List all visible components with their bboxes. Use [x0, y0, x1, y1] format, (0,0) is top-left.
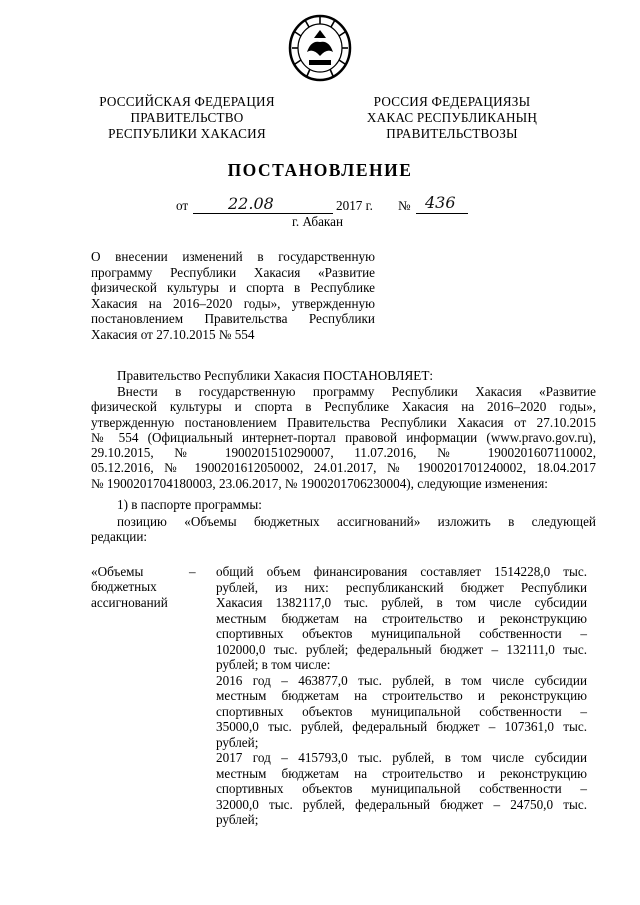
header-left-line: РЕСПУБЛИКИ ХАКАСИЯ: [108, 126, 266, 141]
subject-line: физической культуры и спорта в Республике: [91, 280, 375, 296]
header-right-line: ХАКАС РЕСПУБЛИКАНЫҢ: [366, 110, 538, 125]
table-line: спортивных объектов муниципальной собственности –: [216, 703, 587, 719]
number-sign: №: [398, 198, 411, 213]
table-label-cell: [91, 564, 191, 610]
table-line: рублей;: [216, 734, 259, 750]
subject-line: постановлением Правительства Республики: [91, 311, 375, 327]
date-year: 2017 г.: [336, 198, 373, 213]
table-line: 32000,0 тыс. рублей, федеральный бюджет – 24750,0 тыс.: [216, 796, 587, 812]
label-line: ассигнований: [91, 594, 168, 610]
subject-line: Хакасия на 2016–2020 годы», утвержденную: [91, 295, 375, 311]
handwritten-date: 22.08: [228, 194, 274, 213]
table-line: рублей;: [216, 812, 259, 827]
date-prefix: от: [176, 198, 189, 213]
header-left-line: ПРАВИТЕЛЬСТВО: [130, 110, 244, 125]
table-line: рублей, из них: республиканский бюджет Республики: [216, 579, 587, 595]
paragraph-line: физической культуры и спорта в Республике Хакасия на 2016–2020 годы»,: [91, 399, 596, 415]
header-right-line: РОССИЯ ФЕДЕРАЦИЯЗЫ: [373, 94, 531, 109]
table-line: 102000,0 тыс. рублей; федеральный бюджет – 132111,0 тыс.: [216, 641, 587, 657]
main-paragraph: [91, 384, 596, 491]
paragraph-line: 29.10.2015, № 1900201510290007, 11.07.2016, № 1900201607110002,: [91, 445, 596, 461]
number-underline: [416, 213, 468, 214]
table-line: Хакасия 1382117,0 тыс. рублей, в том числе субсидии: [216, 595, 587, 610]
header-left-line: РОССИЙСКАЯ ФЕДЕРАЦИЯ: [99, 94, 275, 109]
table-line: местным бюджетам на строительство и реконструкцию: [216, 765, 587, 781]
paragraph-line: 05.12.2016, № 1900201612050002, 24.01.2017, № 1900201701240002, 18.04.2017: [91, 460, 596, 476]
coat-of-arms-emblem: [287, 12, 353, 82]
header-right-line: ПРАВИТЕЛЬСТВОЗЫ: [386, 126, 518, 141]
table-line: рублей; в том числе:: [216, 657, 331, 672]
item-line: 1) в паспорте программы:: [117, 497, 262, 512]
paragraph-line: № 554 (Официальный интернет-портал правовой информации (www.pravo.gov.ru),: [91, 429, 596, 445]
subject-block: [91, 249, 375, 343]
table-line: местным бюджетам на строительство и реконструкцию: [216, 610, 587, 626]
label-line: бюджетных: [91, 579, 157, 595]
table-text-cell: [216, 564, 587, 828]
table-line: спортивных объектов муниципальной собственности –: [216, 626, 587, 641]
decree-line-block: [91, 368, 596, 383]
header-left-block: [72, 94, 302, 142]
position-line: позицию «Объемы бюджетных ассигнований» изложить в следующей: [117, 514, 596, 529]
table-dash: –: [189, 564, 196, 579]
decree-line: Правительство Республики Хакасия ПОСТАНОВЛЯЕТ:: [117, 368, 434, 383]
subject-line: Хакасия от 27.10.2015 № 554: [91, 326, 255, 342]
table-line: общий объем финансирования составляет 1514228,0 тыс.: [216, 564, 587, 579]
table-line: местным бюджетам на строительство и реконструкцию: [216, 688, 587, 703]
subject-line: программу Республики Хакасия «Развитие: [91, 264, 375, 280]
table-line: 2016 год – 463877,0 тыс. рублей, в том числе субсидии: [216, 672, 587, 688]
city: г. Абакан: [292, 214, 344, 229]
item-1: [91, 497, 596, 512]
handwritten-number: 436: [425, 193, 456, 212]
position-line: редакции:: [91, 529, 148, 545]
paragraph-line: № 1900201704180003, 23.06.2017, № 1900201706230004), следующие изменения:: [91, 475, 548, 491]
header-right-block: [334, 94, 570, 142]
table-line: 35000,0 тыс. рублей, федеральный бюджет – 107361,0 тыс.: [216, 719, 587, 734]
table-line: 2017 год – 415793,0 тыс. рублей, в том числе субсидии: [216, 750, 587, 765]
label-line: «Объемы: [91, 564, 144, 579]
subject-line: О внесении изменений в государственную: [91, 249, 375, 264]
position-paragraph: [91, 514, 596, 545]
table-line: спортивных объектов муниципальной собственности –: [216, 781, 587, 796]
document-title: ПОСТАНОВЛЕНИЕ: [227, 160, 413, 180]
paragraph-line: Внести в государственную программу Республики Хакасия «Развитие: [117, 384, 596, 399]
paragraph-line: утвержденную постановлением Правительства Республики Хакасия от 27.10.2015: [91, 414, 596, 430]
